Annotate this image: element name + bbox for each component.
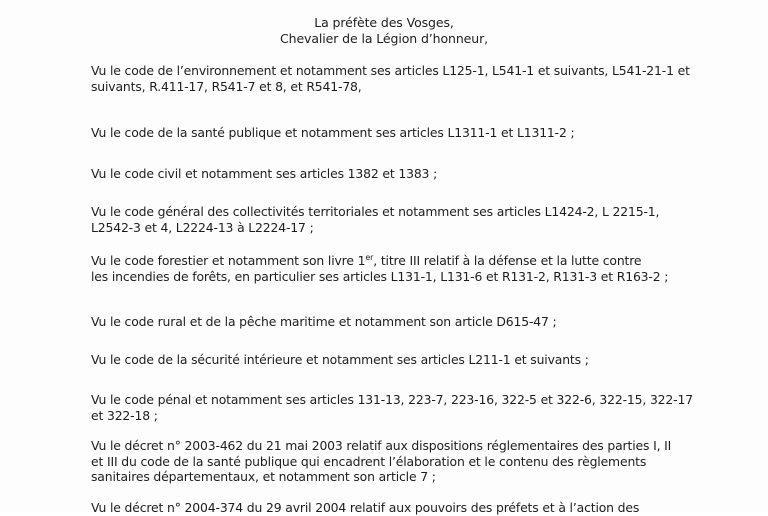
vu-decret-2004-374 bbox=[91, 500, 691, 516]
text-line: L2542-3 et 4, L2224-13 à L2224-17 ; bbox=[91, 219, 314, 235]
text-line: Vu le code de la santé publique et notamment ses articles L1311-1 et L1311-2 ; bbox=[91, 125, 575, 140]
prefect-title: La préfète des Vosges, bbox=[314, 15, 454, 30]
vu-code-forestier bbox=[91, 253, 691, 284]
vu-code-civil bbox=[91, 166, 691, 182]
vu-code-rural bbox=[91, 314, 691, 330]
text-line: Vu le décret n° 2004-374 du 29 avril 2004 relatif aux pouvoirs des préfets et à l’action des bbox=[91, 500, 640, 515]
text-line: Vu le code de la sécurité intérieure et notamment ses articles L211-1 et suivants ; bbox=[91, 352, 589, 367]
text-line: Vu le code de l’environnement et notamment ses articles L125-1, L541-1 et suivants, L541-21-1 et bbox=[91, 63, 690, 78]
text-line: Vu le code rural et de la pêche maritime et notamment son article D615-47 ; bbox=[91, 314, 557, 329]
vu-code-environnement bbox=[91, 63, 691, 94]
text-line: les incendies de forêts, en particulier ses articles L131-1, L131-6 et R131-2, R131-3 et R163-2 ; bbox=[91, 268, 669, 284]
text-segment: , titre III relatif à la défense et la lutte contre bbox=[373, 253, 642, 268]
text-segment: Vu le code forestier et notamment son livre 1 bbox=[91, 253, 366, 268]
text-line: Vu le décret n° 2003-462 du 21 mai 2003 relatif aux dispositions réglementaires des parties I, II bbox=[91, 438, 672, 453]
text-line: suivants, R.411-17, R541-7 et 8, et R541-78, bbox=[91, 78, 362, 94]
text-line: Vu le code général des collectivités territoriales et notamment ses articles L1424-2, L 2215-1, bbox=[91, 204, 660, 219]
text-line bbox=[91, 253, 691, 269]
vu-decret-2003-462 bbox=[91, 438, 691, 485]
vu-code-sante-publique bbox=[91, 125, 691, 141]
vu-code-securite-interieure bbox=[91, 352, 691, 368]
superscript: er bbox=[365, 252, 374, 262]
text-line: et 322-18 ; bbox=[91, 407, 158, 423]
document-header bbox=[0, 15, 768, 47]
text-line: Vu le code civil et notamment ses articles 1382 et 1383 ; bbox=[91, 166, 438, 181]
text-line: et III du code de la santé publique qui encadrent l’élaboration et le contenu des règlements bbox=[91, 453, 647, 469]
vu-code-penal bbox=[91, 392, 691, 423]
text-line: sanitaires départementaux, et notamment son article 7 ; bbox=[91, 469, 436, 484]
vu-code-collectivites bbox=[91, 204, 691, 235]
text-line: Vu le code pénal et notamment ses articles 131-13, 223-7, 223-16, 322-5 et 322-6, 322-15, 322-17 bbox=[91, 392, 693, 407]
prefect-honor: Chevalier de la Légion d’honneur, bbox=[280, 31, 488, 46]
